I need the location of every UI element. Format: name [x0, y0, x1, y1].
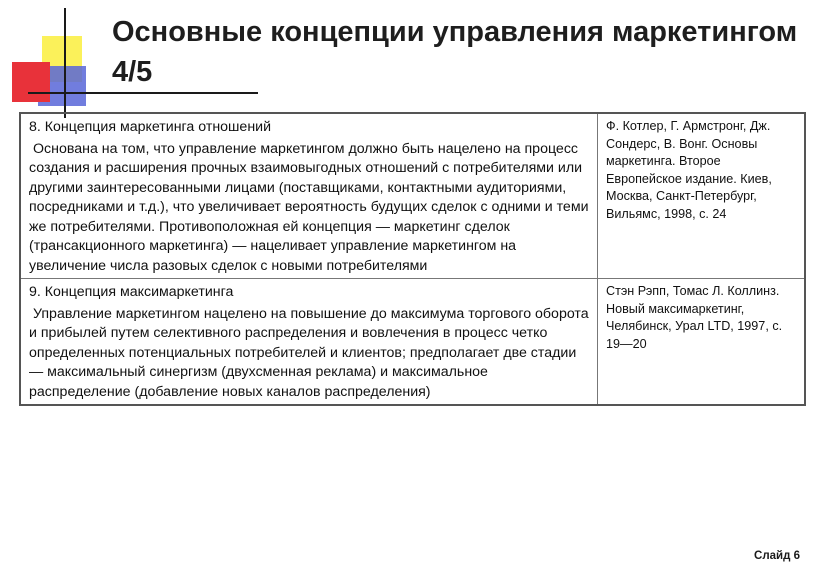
table-row	[20, 113, 805, 279]
concept-cell	[20, 113, 598, 279]
concept-description: Управление маркетингом нацелено на повышение до максимума торгового оборота и прибылей путем селективного распределения и вовлечения в процесс четко определенных потенциальных потребителей и клиентов; предполагает две стадии — максимальный синергизм (двухсменная реклама) и максимальное распределение (добавление новых каналов распределения)	[29, 305, 589, 400]
concepts-table	[19, 112, 806, 406]
concept-heading: 9. Концепция максимаркетинга	[29, 284, 234, 300]
slide-number: Слайд 6	[754, 550, 800, 562]
reference-cell: Ф. Котлер, Г. Армстронг, Дж. Сондерс, В. Вонг. Основы маркетинга. Второе Европейское издание. Киев, Москва, Санкт-Петербург, Вильямс, 1998, с. 24	[598, 113, 806, 279]
decorative-horizontal-line	[28, 92, 258, 94]
decorative-vertical-line	[64, 8, 66, 118]
concept-cell	[20, 279, 598, 406]
concept-description: Основана на том, что управление маркетингом должно быть нацелено на процесс создания и расширения прочных взаимовыгодных отношений с потребителями или другими заинтересованными лицами (поставщиками, контактными аудиториями, посредниками и т.д.), что увеличивает вероятность будущих сделок с одними и теми же потребителями. Противоположная ей концепция — маркетинг сделок (трансакционного маркетинга) — нацеливает управление маркетингом на увеличение числа разовых сделок с новыми потребителями	[29, 140, 589, 274]
decorative-red-square	[12, 62, 50, 102]
table-row	[20, 279, 805, 406]
reference-cell: Стэн Рэпп, Томас Л. Коллинз. Новый максимаркетинг, Челябинск, Урал LTD, 1997, с. 19—20	[598, 279, 806, 406]
slide-title: Основные концепции управления маркетингом 4/5	[112, 16, 798, 88]
concept-heading: 8. Концепция маркетинга отношений	[29, 119, 272, 135]
